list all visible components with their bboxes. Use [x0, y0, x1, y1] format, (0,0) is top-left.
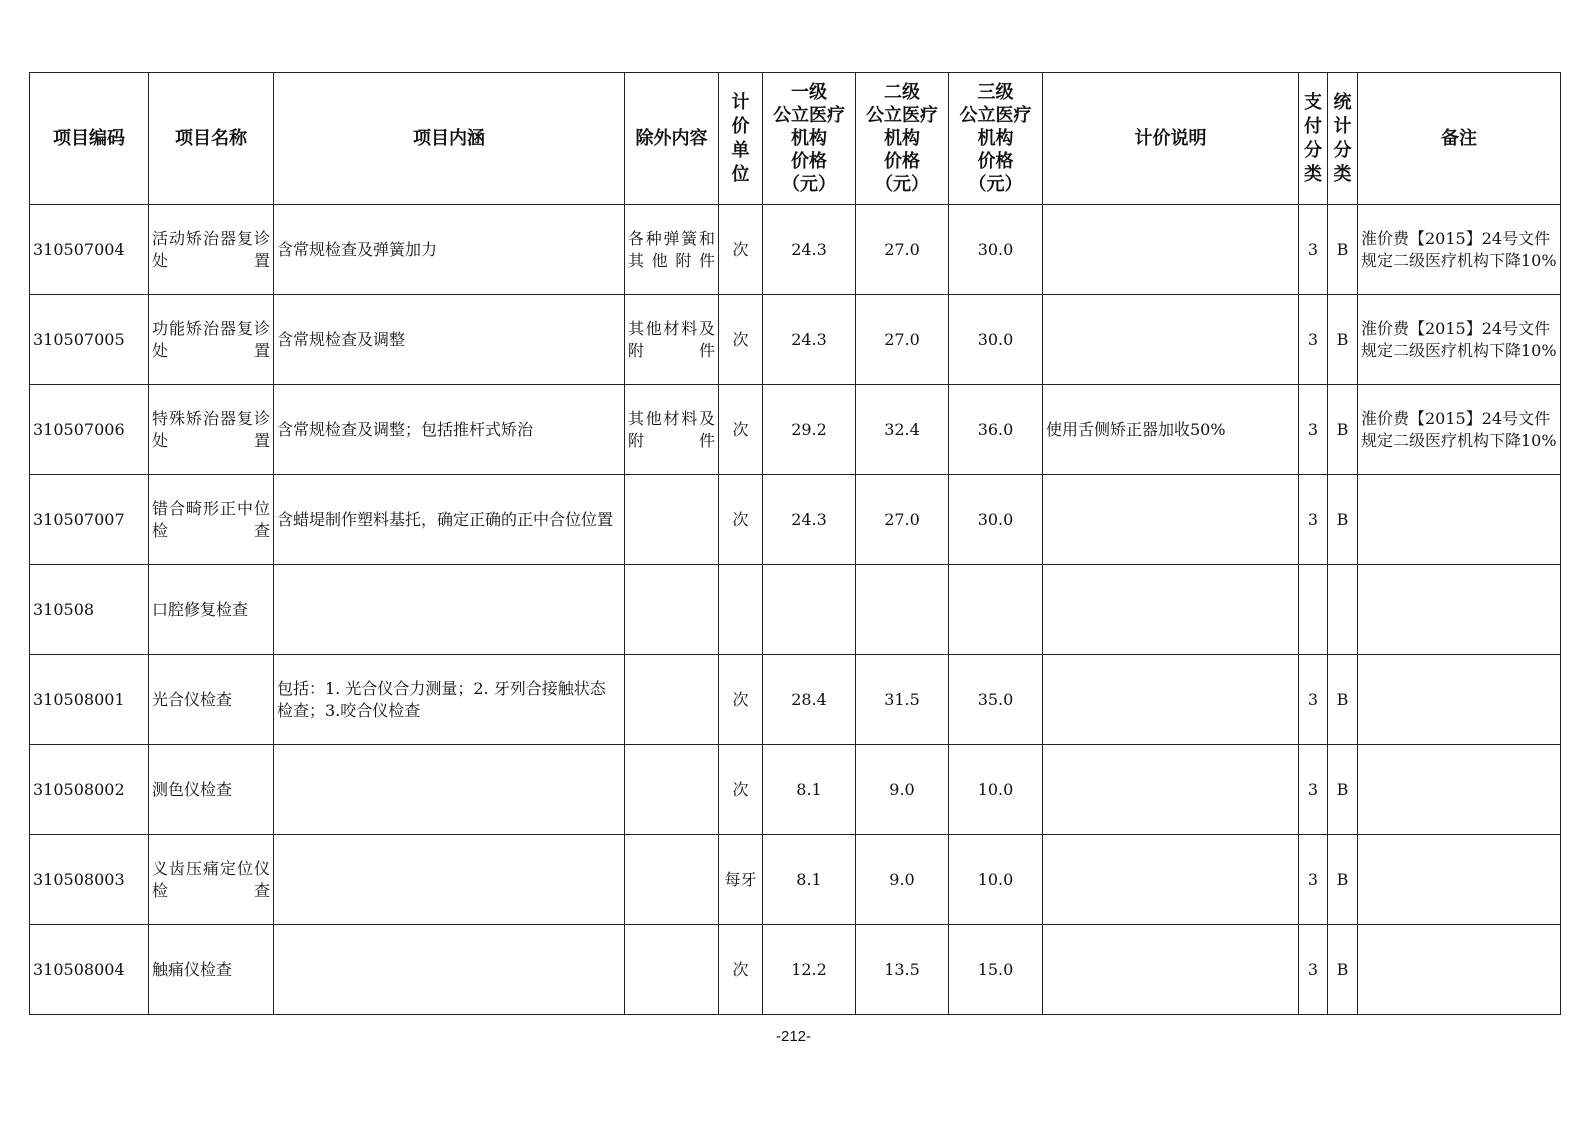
cell-except: 其他材料及附件	[625, 385, 719, 475]
cell-unit: 次	[719, 655, 763, 745]
cell-desc	[1043, 655, 1299, 745]
cell-name: 口腔修复检查	[149, 565, 274, 655]
cell-stat: B	[1328, 655, 1358, 745]
cell-name: 触痛仪检查	[149, 925, 274, 1015]
cell-pay: 3	[1299, 745, 1328, 835]
cell-price-level1: 12.2	[763, 925, 856, 1015]
cell-content: 含常规检查及调整；包括推杆式矫治	[274, 385, 625, 475]
cell-unit: 次	[719, 745, 763, 835]
cell-content	[274, 835, 625, 925]
cell-code: 310508001	[30, 655, 149, 745]
cell-pay: 3	[1299, 205, 1328, 295]
cell-stat	[1328, 565, 1358, 655]
cell-unit: 次	[719, 475, 763, 565]
header-row	[30, 73, 1561, 205]
header-price-level2-text: 二级 公立医疗 机构 价格 （元）	[866, 82, 938, 195]
cell-desc	[1043, 925, 1299, 1015]
header-remark: 备注	[1358, 73, 1561, 205]
header-stat	[1328, 73, 1358, 205]
cell-price-level1: 8.1	[763, 835, 856, 925]
cell-remark	[1358, 475, 1561, 565]
header-stat-text: 统计分类	[1333, 91, 1352, 185]
header-desc: 计价说明	[1043, 73, 1299, 205]
cell-pay: 3	[1299, 655, 1328, 745]
cell-name: 义齿压痛定位仪检查	[149, 835, 274, 925]
cell-code: 310507005	[30, 295, 149, 385]
cell-except: 其他材料及附件	[625, 295, 719, 385]
cell-code: 310508004	[30, 925, 149, 1015]
header-price-level3-text: 三级 公立医疗 机构 价格 （元）	[959, 82, 1032, 195]
cell-code: 310508003	[30, 835, 149, 925]
cell-price-level3: 10.0	[949, 745, 1043, 835]
cell-pay: 3	[1299, 295, 1328, 385]
cell-price-level3: 30.0	[949, 295, 1043, 385]
header-pay-text: 支付分类	[1303, 91, 1322, 185]
header-except: 除外内容	[625, 73, 719, 205]
cell-unit: 每牙	[719, 835, 763, 925]
price-table	[29, 72, 1561, 1015]
table-row	[30, 295, 1561, 385]
cell-code: 310507004	[30, 205, 149, 295]
cell-except	[625, 565, 719, 655]
cell-price-level3: 15.0	[949, 925, 1043, 1015]
cell-except	[625, 835, 719, 925]
cell-code: 310508	[30, 565, 149, 655]
cell-stat: B	[1328, 385, 1358, 475]
table-row	[30, 925, 1561, 1015]
cell-name: 测色仪检查	[149, 745, 274, 835]
cell-content: 包括：1. 光合仪合力测量；2. 牙列合接触状态检查；3.咬合仪检查	[274, 655, 625, 745]
cell-price-level2: 9.0	[856, 745, 949, 835]
cell-price-level2: 27.0	[856, 205, 949, 295]
cell-stat: B	[1328, 475, 1358, 565]
header-code: 项目编码	[30, 73, 149, 205]
header-price-level1	[763, 73, 856, 205]
cell-remark	[1358, 655, 1561, 745]
cell-except	[625, 925, 719, 1015]
cell-except	[625, 655, 719, 745]
table-row	[30, 385, 1561, 475]
cell-except: 各种弹簧和其他附件	[625, 205, 719, 295]
header-unit	[719, 73, 763, 205]
table-row	[30, 565, 1561, 655]
cell-price-level2: 32.4	[856, 385, 949, 475]
cell-desc	[1043, 565, 1299, 655]
cell-except	[625, 475, 719, 565]
cell-content: 含蜡堤制作塑料基托，确定正确的正中合位位置	[274, 475, 625, 565]
cell-name: 特殊矫治器复诊处置	[149, 385, 274, 475]
cell-unit: 次	[719, 205, 763, 295]
cell-pay: 3	[1299, 925, 1328, 1015]
cell-price-level3	[949, 565, 1043, 655]
cell-remark: 淮价费【2015】24号文件规定二级医疗机构下降10%	[1358, 295, 1561, 385]
cell-unit: 次	[719, 295, 763, 385]
header-name: 项目名称	[149, 73, 274, 205]
table-row	[30, 745, 1561, 835]
cell-code: 310507006	[30, 385, 149, 475]
cell-desc	[1043, 205, 1299, 295]
cell-price-level3: 10.0	[949, 835, 1043, 925]
table-row	[30, 655, 1561, 745]
cell-except	[625, 745, 719, 835]
cell-price-level1: 8.1	[763, 745, 856, 835]
cell-price-level1: 24.3	[763, 475, 856, 565]
header-price-level1-text: 一级 公立医疗 机构 价格 （元）	[773, 82, 845, 195]
table-row	[30, 475, 1561, 565]
cell-remark	[1358, 565, 1561, 655]
cell-price-level1: 28.4	[763, 655, 856, 745]
cell-price-level2: 9.0	[856, 835, 949, 925]
cell-price-level2	[856, 565, 949, 655]
cell-price-level2: 31.5	[856, 655, 949, 745]
table-row	[30, 205, 1561, 295]
cell-price-level1	[763, 565, 856, 655]
cell-code: 310508002	[30, 745, 149, 835]
cell-price-level3: 30.0	[949, 205, 1043, 295]
cell-price-level2: 27.0	[856, 295, 949, 385]
cell-remark: 淮价费【2015】24号文件规定二级医疗机构下降10%	[1358, 205, 1561, 295]
cell-price-level3: 35.0	[949, 655, 1043, 745]
cell-stat: B	[1328, 925, 1358, 1015]
page-number: -212-	[775, 1028, 812, 1045]
cell-price-level2: 27.0	[856, 475, 949, 565]
cell-price-level3: 36.0	[949, 385, 1043, 475]
cell-unit	[719, 565, 763, 655]
cell-content: 含常规检查及调整	[274, 295, 625, 385]
cell-desc: 使用舌侧矫正器加收50%	[1043, 385, 1299, 475]
header-unit-text: 计价单位	[731, 91, 750, 185]
cell-content	[274, 745, 625, 835]
cell-unit: 次	[719, 925, 763, 1015]
table-row	[30, 835, 1561, 925]
cell-name: 活动矫治器复诊处置	[149, 205, 274, 295]
cell-price-level1: 24.3	[763, 295, 856, 385]
header-price-level3	[949, 73, 1043, 205]
cell-pay: 3	[1299, 835, 1328, 925]
cell-desc	[1043, 295, 1299, 385]
cell-stat: B	[1328, 295, 1358, 385]
cell-name: 光合仪检查	[149, 655, 274, 745]
cell-content	[274, 925, 625, 1015]
cell-unit: 次	[719, 385, 763, 475]
cell-remark: 淮价费【2015】24号文件规定二级医疗机构下降10%	[1358, 385, 1561, 475]
cell-remark	[1358, 835, 1561, 925]
cell-stat: B	[1328, 745, 1358, 835]
cell-content	[274, 565, 625, 655]
cell-stat: B	[1328, 205, 1358, 295]
cell-pay: 3	[1299, 475, 1328, 565]
cell-stat: B	[1328, 835, 1358, 925]
cell-remark	[1358, 745, 1561, 835]
cell-price-level2: 13.5	[856, 925, 949, 1015]
cell-desc	[1043, 475, 1299, 565]
cell-name: 功能矫治器复诊处置	[149, 295, 274, 385]
cell-name: 错合畸形正中位检查	[149, 475, 274, 565]
header-content: 项目内涵	[274, 73, 625, 205]
cell-price-level1: 29.2	[763, 385, 856, 475]
cell-code: 310507007	[30, 475, 149, 565]
cell-price-level3: 30.0	[949, 475, 1043, 565]
header-pay	[1299, 73, 1328, 205]
cell-desc	[1043, 745, 1299, 835]
cell-remark	[1358, 925, 1561, 1015]
header-price-level2	[856, 73, 949, 205]
cell-desc	[1043, 835, 1299, 925]
cell-content: 含常规检查及弹簧加力	[274, 205, 625, 295]
cell-price-level1: 24.3	[763, 205, 856, 295]
cell-pay	[1299, 565, 1328, 655]
cell-pay: 3	[1299, 385, 1328, 475]
